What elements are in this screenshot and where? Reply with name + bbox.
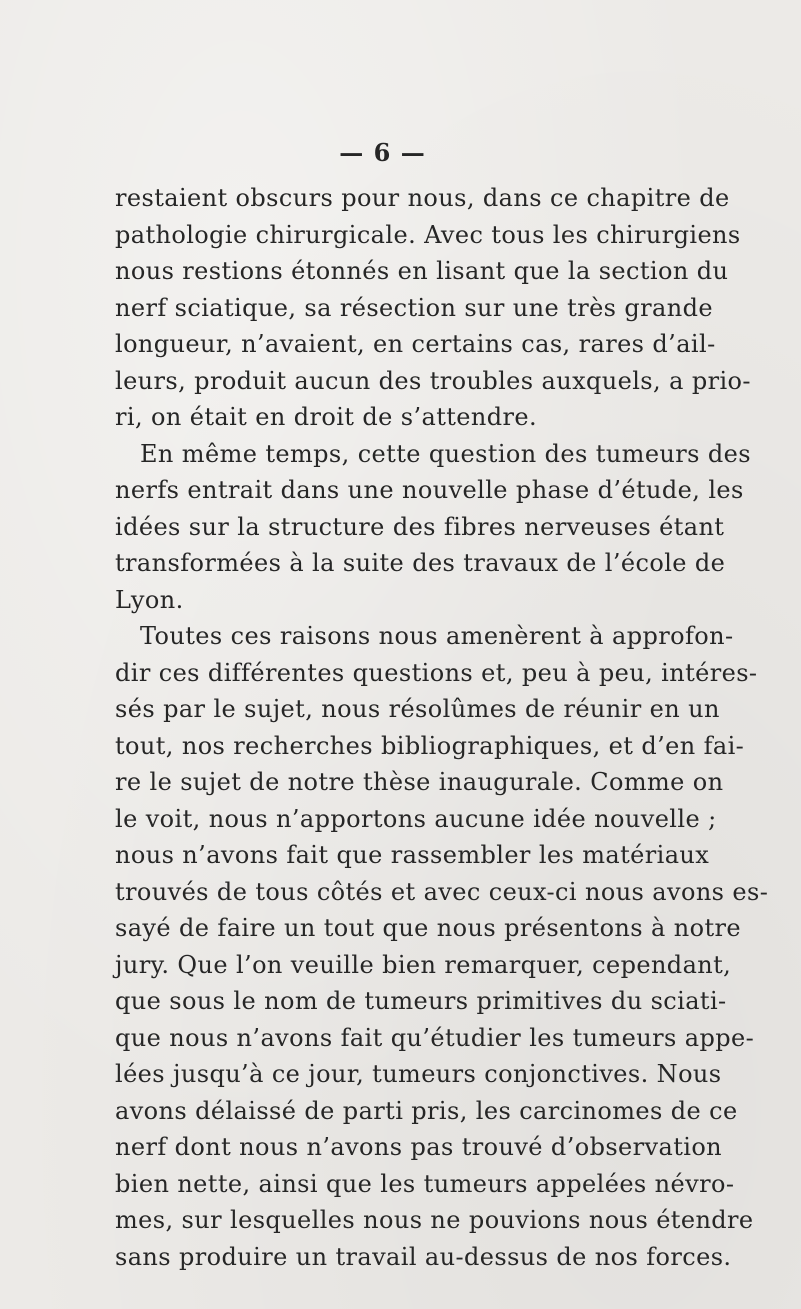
text-line: sés par le sujet, nous résolûmes de réunir en un: [115, 695, 720, 723]
text-line: nerfs entrait dans une nouvelle phase d’étude, les: [115, 476, 744, 504]
text-line: bien nette, ainsi que les tumeurs appelées névro-: [115, 1169, 735, 1198]
text-line: que sous le nom de tumeurs primitives du sciati-: [115, 987, 727, 1015]
text-line: sans produire un travail au-dessus de nos forces.: [115, 1242, 732, 1271]
text-line: mes, sur lesquelles nous ne pouvions nous étendre: [115, 1206, 754, 1234]
text-line: pathologie chirurgicale. Avec tous les chirurgiens: [115, 220, 741, 249]
text-line: sayé de faire un tout que nous présentons à notre: [115, 914, 741, 942]
text-line: avons délaissé de parti pris, les carcinomes de ce: [115, 1096, 738, 1125]
text-line: le voit, nous n’apportons aucune idée nouvelle ;: [115, 804, 717, 833]
text-line: trouvés de tous côtés et avec ceux-ci nous avons es-: [115, 877, 769, 906]
text-line: jury. Que l’on veuille bien remarquer, cependant,: [115, 950, 732, 979]
text-line: tout, nos recherches bibliographiques, et d’en fai-: [115, 731, 745, 760]
text-line: longueur, n’avaient, en certains cas, rares d’ail-: [115, 330, 716, 358]
text-line: que nous n’avons fait qu’étudier les tumeurs appe-: [115, 1023, 755, 1052]
text-line: nerf sciatique, sa résection sur une très grande: [115, 293, 713, 322]
text-line: re le sujet de notre thèse inaugurale. Comme on: [115, 768, 724, 796]
text-line: leurs, produit aucun des troubles auxquels, a prio-: [115, 366, 751, 395]
text-line: ri, on était en droit de s’attendre.: [115, 403, 538, 431]
text-line: restaient obscurs pour nous, dans ce chapitre de: [115, 184, 730, 212]
text-line: nerf dont nous n’avons pas trouvé d’observation: [115, 1133, 723, 1161]
text-line: transformées à la suite des travaux de l’école de: [115, 549, 726, 577]
text-line: Toutes ces raisons nous amenèrent à approfon-: [140, 622, 734, 650]
text-line: idées sur la structure des fibres nerveuses étant: [115, 512, 725, 541]
page-number: — 6 —: [339, 138, 426, 167]
text-line: lées jusqu’à ce jour, tumeurs conjonctives. Nous: [115, 1060, 722, 1088]
text-line: nous n’avons fait que rassembler les matériaux: [115, 841, 710, 869]
text-line: En même temps, cette question des tumeurs des: [140, 439, 751, 468]
text-line: nous restions étonnés en lisant que la section du: [115, 257, 729, 285]
text-line: Lyon.: [115, 585, 184, 614]
text-line: dir ces différentes questions et, peu à peu, intéres-: [115, 658, 758, 687]
